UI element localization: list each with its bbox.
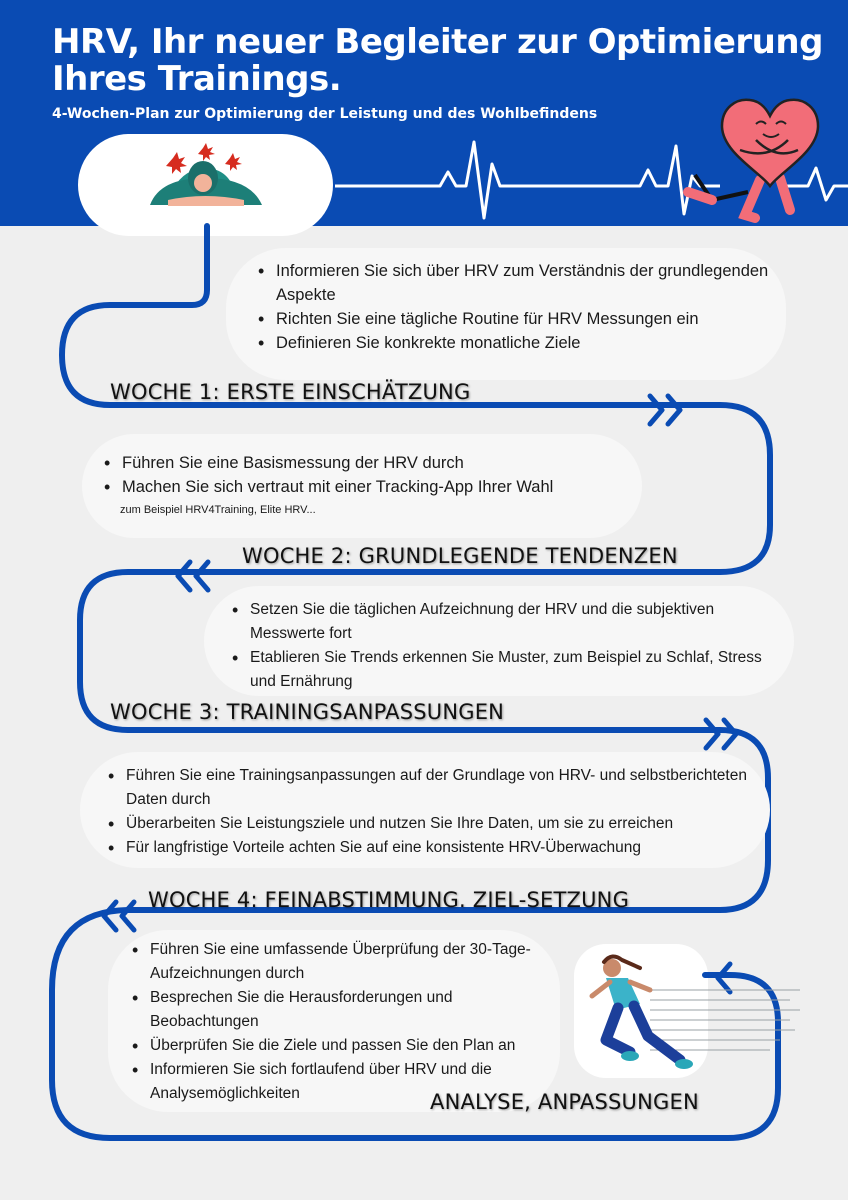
double-chevron-arrow-icon: [104, 902, 134, 930]
list-item: • Richten Sie eine tägliche Routine für HRV Messungen ein: [256, 307, 774, 331]
page-title: HRV, Ihr neuer Begleiter zur Optimierung Ihres Trainings.: [52, 22, 823, 99]
list-item: • Überprüfen Sie die Ziele und passen Sie den Plan an: [130, 1034, 550, 1058]
double-chevron-arrow-icon: [706, 720, 736, 748]
section-2-list: [102, 451, 630, 499]
page-subtitle: 4-Wochen-Plan zur Optimierung der Leistung und des Wohlbefindens: [52, 106, 598, 122]
list-item: • Führen Sie eine umfassende Überprüfung der 30-Tage-Aufzeichnungen durch: [130, 938, 550, 986]
section-1-list: [256, 259, 774, 355]
app-examples-note: zum Beispiel HRV4Training, Elite HRV...: [120, 504, 316, 516]
list-item: • Etablieren Sie Trends erkennen Sie Muster, zum Beispiel zu Schlaf, Stress und Ernährung: [230, 646, 784, 694]
list-item: • Machen Sie sich vertraut mit einer Tracking-App Ihrer Wahl: [102, 475, 630, 499]
list-item: • Besprechen Sie die Herausforderungen und Beobachtungen: [130, 986, 550, 1034]
runner-illustration-pill: [574, 944, 708, 1078]
list-item: • Für langfristige Vorteile achten Sie auf eine konsistente HRV-Überwachung: [106, 836, 760, 860]
list-item: • Führen Sie eine Trainingsanpassungen auf der Grundlage von HRV- und selbstberichteten Daten durch: [106, 764, 760, 812]
list-item: • Informieren Sie sich über HRV zum Verständnis der grundlegenden Aspekte: [256, 259, 774, 307]
double-chevron-arrow-icon: [178, 562, 208, 590]
week-1-heading: WOCHE 1: ERSTE EINSCHÄTZUNG: [110, 380, 471, 404]
list-item: • Überarbeiten Sie Leistungsziele und nutzen Sie Ihre Daten, um sie zu erreichen: [106, 812, 760, 836]
list-item: • Führen Sie eine Basismessung der HRV durch: [102, 451, 630, 475]
week-2-heading: WOCHE 2: GRUNDLEGENDE TENDENZEN: [242, 544, 678, 568]
analysis-heading: ANALYSE, ANPASSUNGEN: [430, 1090, 699, 1114]
list-item: • Definieren Sie konkrekte monatliche Ziele: [256, 331, 774, 355]
section-4-card: [80, 752, 770, 868]
section-4-list: [106, 764, 760, 860]
header-illustration-pill: [78, 134, 333, 236]
section-5-card: [108, 930, 560, 1112]
section-3-list: [230, 598, 784, 694]
section-5-list: [130, 938, 550, 1106]
list-item: • Informieren Sie sich fortlaufend über HRV und die Analysemöglichkeiten: [130, 1058, 550, 1106]
double-chevron-arrow-icon: [718, 964, 730, 992]
list-item: • Setzen Sie die täglichen Aufzeichnung der HRV und die subjektiven Messwerte fort: [230, 598, 784, 646]
double-chevron-arrow-icon: [650, 396, 680, 424]
week-4-heading: WOCHE 4: FEINABSTIMMUNG. ZIEL-SETZUNG: [148, 888, 630, 912]
section-3-card: [204, 586, 794, 696]
week-3-heading: WOCHE 3: TRAININGSANPASSUNGEN: [110, 700, 505, 724]
section-2-card: [82, 434, 642, 538]
section-1-card: [226, 248, 786, 380]
